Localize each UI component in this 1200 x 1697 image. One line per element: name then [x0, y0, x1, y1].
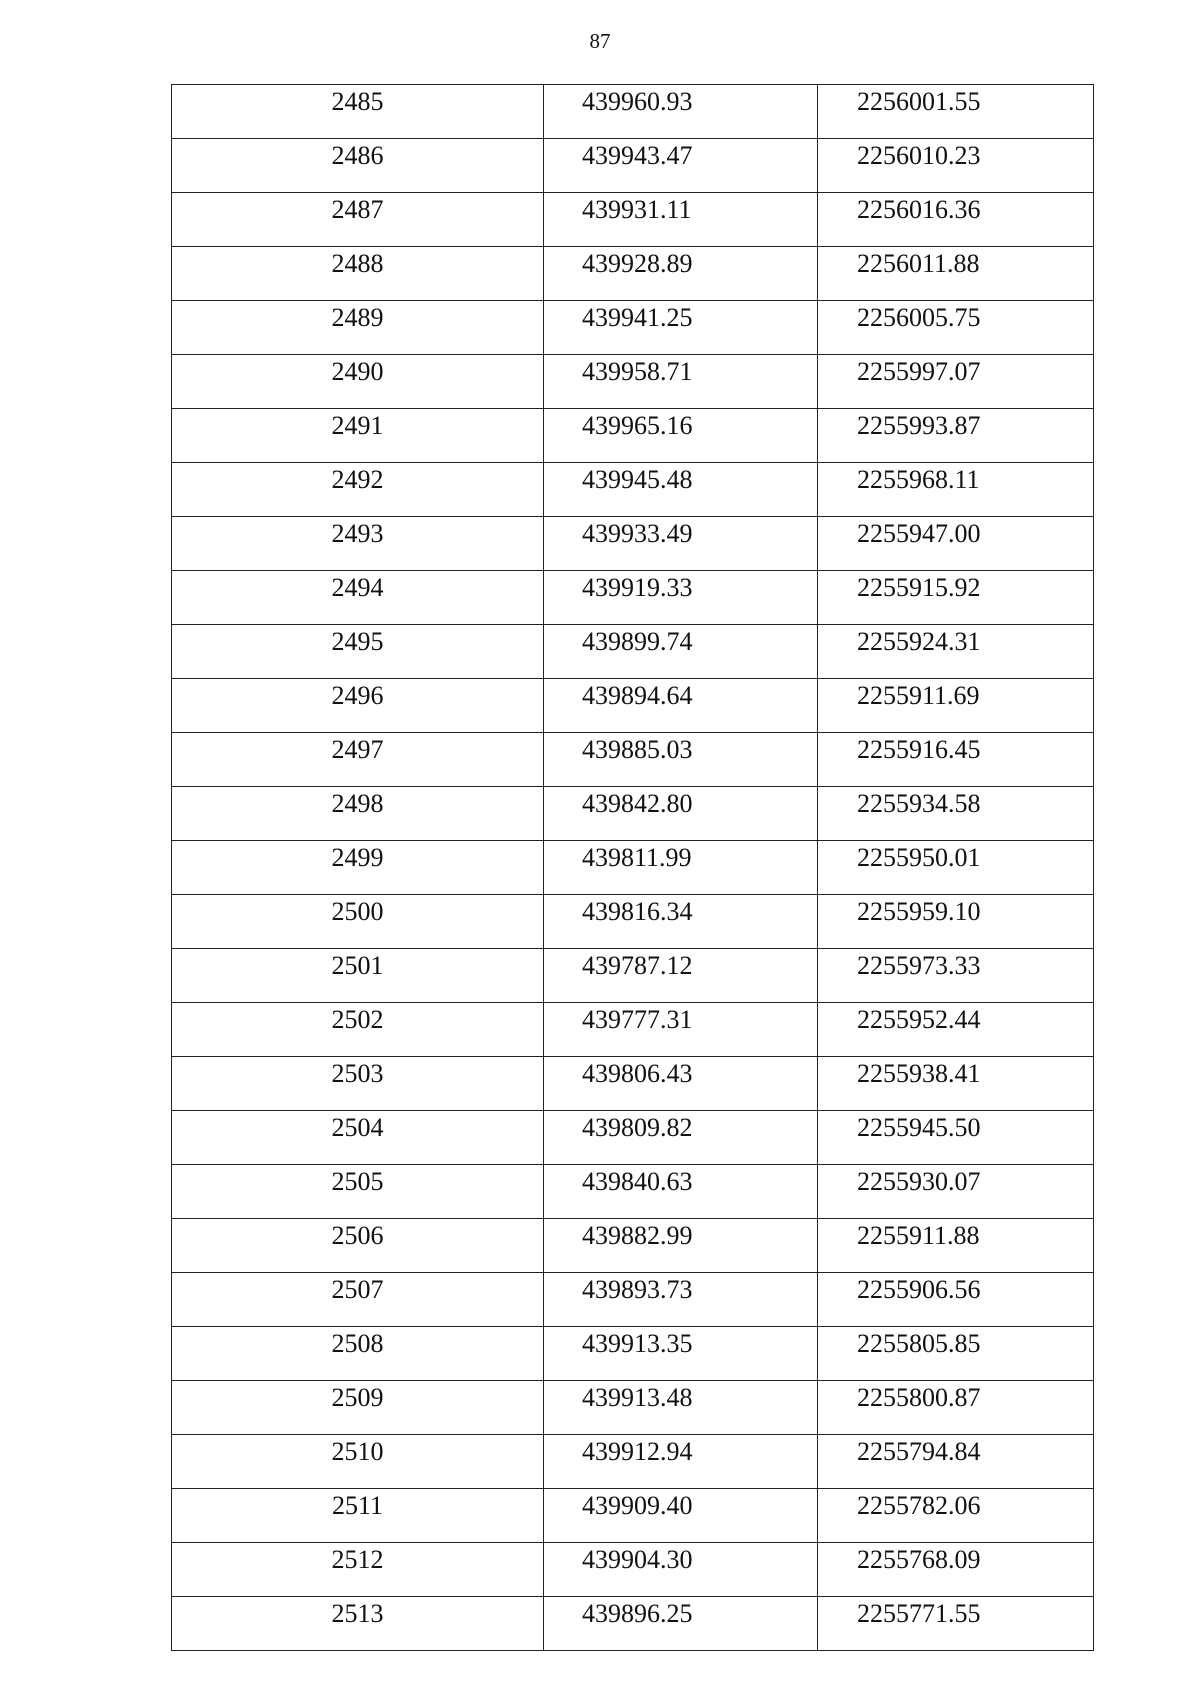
- y-coordinate-cell: [818, 409, 1094, 463]
- cell-text: 439933.49: [582, 519, 693, 548]
- cell-text: 2255947.00: [857, 519, 981, 548]
- x-coordinate-cell: [544, 733, 818, 787]
- point-number-cell: [172, 679, 544, 733]
- y-coordinate-cell: [818, 463, 1094, 517]
- cell-text: 2255950.01: [857, 843, 981, 872]
- cell-text: 2488: [331, 249, 384, 278]
- y-coordinate-cell: [818, 1489, 1094, 1543]
- cell-text: 2255973.33: [857, 951, 981, 980]
- cell-text: 2255938.41: [857, 1059, 981, 1088]
- cell-text: 439941.25: [582, 303, 693, 332]
- y-coordinate-cell: [818, 1111, 1094, 1165]
- cell-text: 439945.48: [582, 465, 693, 494]
- cell-text: 439787.12: [582, 951, 693, 980]
- y-coordinate-cell: [818, 1057, 1094, 1111]
- cell-text: 2255952.44: [857, 1005, 981, 1034]
- y-coordinate-cell: [818, 679, 1094, 733]
- cell-text: 2255805.85: [857, 1329, 981, 1358]
- cell-text: 2255794.84: [857, 1437, 981, 1466]
- x-coordinate-cell: [544, 1381, 818, 1435]
- cell-text: 2486: [331, 141, 384, 170]
- x-coordinate-cell: [544, 1435, 818, 1489]
- point-number-cell: [172, 409, 544, 463]
- point-number-cell: [172, 949, 544, 1003]
- cell-text: 2255993.87: [857, 411, 981, 440]
- table-row: [172, 517, 1094, 571]
- cell-text: 439904.30: [582, 1545, 693, 1574]
- x-coordinate-cell: [544, 1165, 818, 1219]
- table-row: [172, 1435, 1094, 1489]
- cell-text: 2489: [331, 303, 384, 332]
- x-coordinate-cell: [544, 301, 818, 355]
- table-row: [172, 355, 1094, 409]
- x-coordinate-cell: [544, 841, 818, 895]
- x-coordinate-cell: [544, 139, 818, 193]
- cell-text: 2497: [331, 735, 384, 764]
- cell-text: 439913.35: [582, 1329, 693, 1358]
- cell-text: 439958.71: [582, 357, 693, 386]
- table-row: [172, 1489, 1094, 1543]
- cell-text: 2255997.07: [857, 357, 981, 386]
- x-coordinate-cell: [544, 571, 818, 625]
- x-coordinate-cell: [544, 1327, 818, 1381]
- point-number-cell: [172, 1003, 544, 1057]
- x-coordinate-cell: [544, 1597, 818, 1651]
- x-coordinate-cell: [544, 787, 818, 841]
- cell-text: 439899.74: [582, 627, 693, 656]
- cell-text: 439840.63: [582, 1167, 693, 1196]
- point-number-cell: [172, 571, 544, 625]
- cell-text: 439919.33: [582, 573, 693, 602]
- table-row: [172, 409, 1094, 463]
- cell-text: 439913.48: [582, 1383, 693, 1412]
- x-coordinate-cell: [544, 895, 818, 949]
- table-row: [172, 1057, 1094, 1111]
- y-coordinate-cell: [818, 733, 1094, 787]
- cell-text: 2491: [331, 411, 384, 440]
- table-row: [172, 949, 1094, 1003]
- point-number-cell: [172, 139, 544, 193]
- cell-text: 2492: [331, 465, 384, 494]
- point-number-cell: [172, 787, 544, 841]
- x-coordinate-cell: [544, 247, 818, 301]
- cell-text: 2485: [331, 87, 384, 116]
- coordinates-table-body: [172, 85, 1094, 1651]
- point-number-cell: [172, 301, 544, 355]
- cell-text: 2510: [331, 1437, 384, 1466]
- table-row: [172, 1165, 1094, 1219]
- cell-text: 439928.89: [582, 249, 693, 278]
- y-coordinate-cell: [818, 1543, 1094, 1597]
- cell-text: 2255768.09: [857, 1545, 981, 1574]
- cell-text: 2513: [331, 1599, 384, 1628]
- x-coordinate-cell: [544, 625, 818, 679]
- point-number-cell: [172, 841, 544, 895]
- point-number-cell: [172, 1381, 544, 1435]
- cell-text: 439894.64: [582, 681, 693, 710]
- point-number-cell: [172, 1219, 544, 1273]
- cell-text: 439842.80: [582, 789, 693, 818]
- table-row: [172, 1327, 1094, 1381]
- cell-text: 2255782.06: [857, 1491, 981, 1520]
- cell-text: 439896.25: [582, 1599, 693, 1628]
- table-row: [172, 1543, 1094, 1597]
- point-number-cell: [172, 1327, 544, 1381]
- table-row: [172, 679, 1094, 733]
- cell-text: 2506: [331, 1221, 384, 1250]
- cell-text: 2496: [331, 681, 384, 710]
- y-coordinate-cell: [818, 787, 1094, 841]
- page-number: 87: [589, 29, 611, 53]
- cell-text: 2256001.55: [857, 87, 981, 116]
- y-coordinate-cell: [818, 1219, 1094, 1273]
- cell-text: 2255968.11: [857, 465, 980, 494]
- x-coordinate-cell: [544, 1057, 818, 1111]
- cell-text: 2255916.45: [857, 735, 981, 764]
- x-coordinate-cell: [544, 1111, 818, 1165]
- cell-text: 2498: [331, 789, 384, 818]
- cell-text: 2508: [331, 1329, 384, 1358]
- y-coordinate-cell: [818, 193, 1094, 247]
- point-number-cell: [172, 1057, 544, 1111]
- cell-text: 439811.99: [582, 843, 692, 872]
- y-coordinate-cell: [818, 1381, 1094, 1435]
- table-row: [172, 1111, 1094, 1165]
- cell-text: 439931.11: [582, 195, 692, 224]
- y-coordinate-cell: [818, 517, 1094, 571]
- point-number-cell: [172, 733, 544, 787]
- cell-text: 439909.40: [582, 1491, 693, 1520]
- point-number-cell: [172, 355, 544, 409]
- point-number-cell: [172, 895, 544, 949]
- x-coordinate-cell: [544, 1003, 818, 1057]
- y-coordinate-cell: [818, 841, 1094, 895]
- table-row: [172, 1381, 1094, 1435]
- cell-text: 2505: [331, 1167, 384, 1196]
- table-row: [172, 1273, 1094, 1327]
- point-number-cell: [172, 85, 544, 139]
- point-number-cell: [172, 1273, 544, 1327]
- cell-text: 439816.34: [582, 897, 693, 926]
- point-number-cell: [172, 1543, 544, 1597]
- cell-text: 2256005.75: [857, 303, 981, 332]
- cell-text: 439885.03: [582, 735, 693, 764]
- cell-text: 2502: [331, 1005, 384, 1034]
- cell-text: 2494: [331, 573, 384, 602]
- cell-text: 2500: [331, 897, 384, 926]
- cell-text: 2504: [331, 1113, 384, 1142]
- cell-text: 2255771.55: [857, 1599, 981, 1628]
- y-coordinate-cell: [818, 571, 1094, 625]
- table-row: [172, 247, 1094, 301]
- x-coordinate-cell: [544, 85, 818, 139]
- table-row: [172, 895, 1094, 949]
- cell-text: 2493: [331, 519, 384, 548]
- cell-text: 2255911.69: [857, 681, 980, 710]
- x-coordinate-cell: [544, 463, 818, 517]
- x-coordinate-cell: [544, 1273, 818, 1327]
- cell-text: 2255906.56: [857, 1275, 981, 1304]
- cell-text: 439882.99: [582, 1221, 693, 1250]
- table-row: [172, 139, 1094, 193]
- table-row: [172, 1219, 1094, 1273]
- y-coordinate-cell: [818, 139, 1094, 193]
- x-coordinate-cell: [544, 409, 818, 463]
- y-coordinate-cell: [818, 1597, 1094, 1651]
- cell-text: 439912.94: [582, 1437, 693, 1466]
- y-coordinate-cell: [818, 949, 1094, 1003]
- y-coordinate-cell: [818, 247, 1094, 301]
- point-number-cell: [172, 1111, 544, 1165]
- cell-text: 2255911.88: [857, 1221, 980, 1250]
- cell-text: 2255945.50: [857, 1113, 981, 1142]
- table-row: [172, 85, 1094, 139]
- cell-text: 2507: [331, 1275, 384, 1304]
- x-coordinate-cell: [544, 949, 818, 1003]
- cell-text: 439965.16: [582, 411, 693, 440]
- cell-text: 2511: [331, 1491, 384, 1520]
- cell-text: 439777.31: [582, 1005, 693, 1034]
- x-coordinate-cell: [544, 355, 818, 409]
- y-coordinate-cell: [818, 301, 1094, 355]
- cell-text: 2512: [331, 1545, 384, 1574]
- cell-text: 2256011.88: [857, 249, 980, 278]
- cell-text: 2495: [331, 627, 384, 656]
- point-number-cell: [172, 1597, 544, 1651]
- cell-text: 2487: [331, 195, 384, 224]
- cell-text: 439943.47: [582, 141, 693, 170]
- point-number-cell: [172, 1489, 544, 1543]
- cell-text: 2499: [331, 843, 384, 872]
- cell-text: 2256016.36: [857, 195, 981, 224]
- point-number-cell: [172, 463, 544, 517]
- cell-text: 2256010.23: [857, 141, 981, 170]
- point-number-cell: [172, 1435, 544, 1489]
- table-row: [172, 301, 1094, 355]
- y-coordinate-cell: [818, 1327, 1094, 1381]
- cell-text: 2255930.07: [857, 1167, 981, 1196]
- x-coordinate-cell: [544, 679, 818, 733]
- y-coordinate-cell: [818, 1165, 1094, 1219]
- point-number-cell: [172, 247, 544, 301]
- cell-text: 2501: [331, 951, 384, 980]
- point-number-cell: [172, 1165, 544, 1219]
- point-number-cell: [172, 193, 544, 247]
- cell-text: 2255924.31: [857, 627, 981, 656]
- cell-text: 2503: [331, 1059, 384, 1088]
- y-coordinate-cell: [818, 625, 1094, 679]
- table-row: [172, 1597, 1094, 1651]
- y-coordinate-cell: [818, 1273, 1094, 1327]
- cell-text: 2255934.58: [857, 789, 981, 818]
- table-row: [172, 787, 1094, 841]
- table-row: [172, 841, 1094, 895]
- cell-text: 2255915.92: [857, 573, 981, 602]
- y-coordinate-cell: [818, 85, 1094, 139]
- table-row: [172, 463, 1094, 517]
- x-coordinate-cell: [544, 1543, 818, 1597]
- table-row: [172, 193, 1094, 247]
- cell-text: 439960.93: [582, 87, 693, 116]
- y-coordinate-cell: [818, 1003, 1094, 1057]
- y-coordinate-cell: [818, 355, 1094, 409]
- table-row: [172, 1003, 1094, 1057]
- y-coordinate-cell: [818, 1435, 1094, 1489]
- table-row: [172, 571, 1094, 625]
- cell-text: 439893.73: [582, 1275, 693, 1304]
- cell-text: 2490: [331, 357, 384, 386]
- point-number-cell: [172, 517, 544, 571]
- coordinates-table: [171, 84, 1094, 1651]
- x-coordinate-cell: [544, 1489, 818, 1543]
- x-coordinate-cell: [544, 193, 818, 247]
- cell-text: 439809.82: [582, 1113, 693, 1142]
- x-coordinate-cell: [544, 1219, 818, 1273]
- cell-text: 439806.43: [582, 1059, 693, 1088]
- cell-text: 2509: [331, 1383, 384, 1412]
- point-number-cell: [172, 625, 544, 679]
- table-row: [172, 625, 1094, 679]
- table-row: [172, 733, 1094, 787]
- cell-text: 2255959.10: [857, 897, 981, 926]
- cell-text: 2255800.87: [857, 1383, 981, 1412]
- x-coordinate-cell: [544, 517, 818, 571]
- y-coordinate-cell: [818, 895, 1094, 949]
